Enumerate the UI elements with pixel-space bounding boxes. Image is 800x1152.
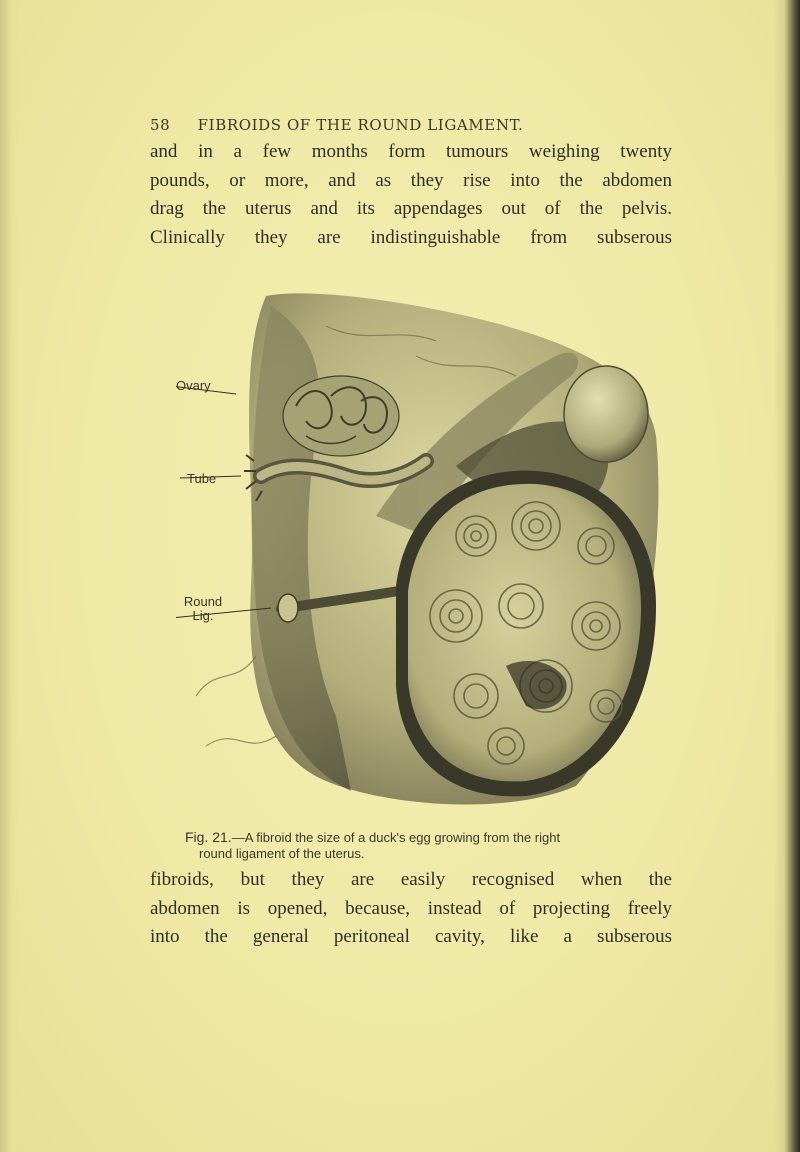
figure-caption bbox=[185, 829, 675, 862]
text-line: drag the uterus and its appendages out of the pelvis. bbox=[150, 198, 672, 219]
text-line: pounds, or more, and as they rise into the abdomen bbox=[150, 169, 672, 191]
figure-number: Fig. 21. bbox=[185, 829, 232, 845]
ovoid-body bbox=[564, 366, 648, 462]
paragraph-top bbox=[150, 138, 672, 252]
page-number: 58 bbox=[150, 116, 171, 134]
text-line: into the general peritoneal cavity, like a subserous bbox=[150, 926, 672, 947]
text-line: Clinically they are indistinguishable from subserous bbox=[150, 226, 672, 248]
label-ovary: Ovary bbox=[176, 378, 211, 393]
running-head bbox=[150, 116, 670, 134]
label-round-line2: Lig. bbox=[192, 608, 214, 623]
running-title: FIBROIDS OF THE ROUND LIGAMENT. bbox=[197, 116, 524, 134]
page-left-edge bbox=[0, 0, 20, 1152]
text-line: abdomen is opened, because, instead of projecting freely bbox=[150, 897, 672, 919]
ovary-drawing bbox=[283, 376, 399, 456]
caption-text-1: —A fibroid the size of a duck's egg growing from the right bbox=[231, 830, 561, 845]
caption-line-2: round ligament of the uterus. bbox=[199, 846, 365, 861]
paragraph-bottom bbox=[150, 866, 672, 952]
label-tube: Tube bbox=[187, 471, 217, 486]
page-right-edge bbox=[774, 0, 800, 1152]
text-line: and in a few months form tumours weighing twenty bbox=[150, 141, 672, 162]
fibroid-illustration bbox=[176, 286, 666, 806]
text-line: fibroids, but they are easily recognised when the bbox=[150, 869, 672, 890]
fibroid-tumour bbox=[396, 471, 656, 797]
label-round-ligament bbox=[178, 595, 228, 623]
label-round-line1: Round bbox=[183, 594, 223, 609]
caption-line-1 bbox=[185, 829, 675, 846]
